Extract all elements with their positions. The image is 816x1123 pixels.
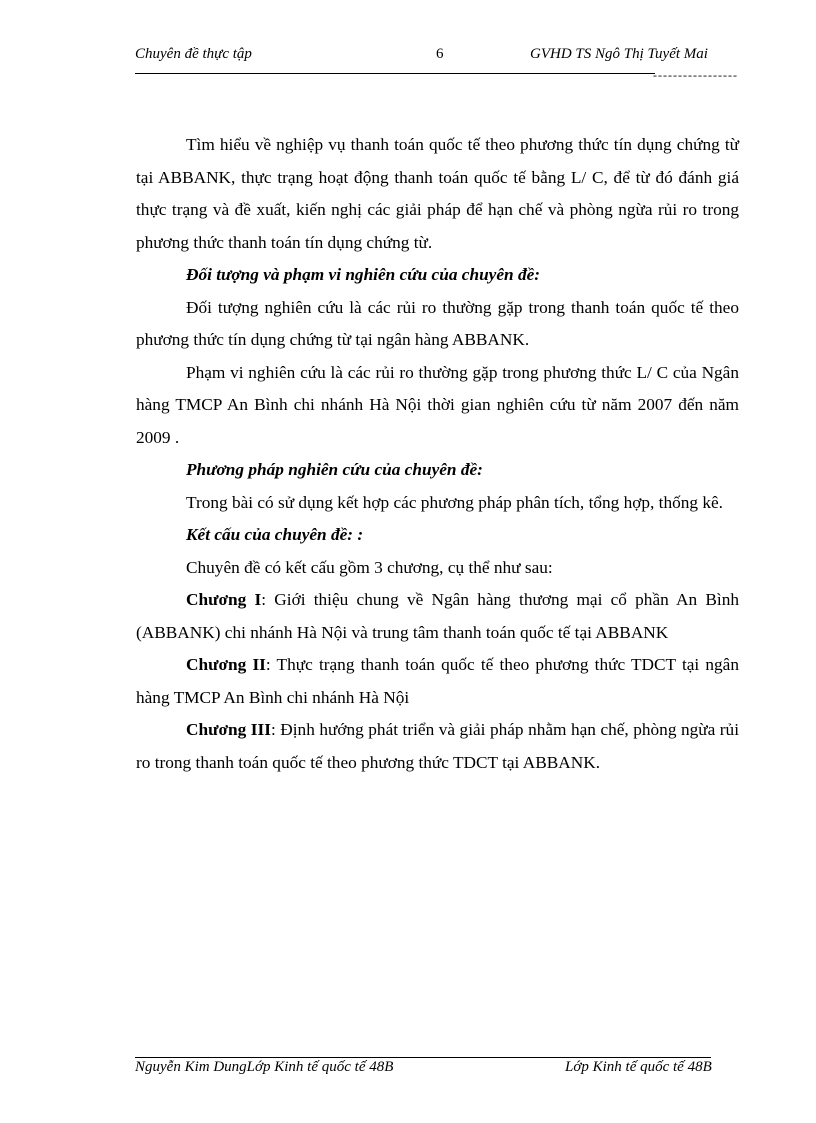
heading-structure: Kết cấu của chuyên đề: : [186,525,364,544]
chapter-2-label: Chương II [186,655,266,674]
paragraph-structure: Chuyên đề có kết cấu gồm 3 chương, cụ thể như sau: [186,557,553,577]
chapter-2 [136,649,739,714]
footer-class: Lớp Kinh tế quốc tế 48B [565,1059,712,1075]
heading-method: Phương pháp nghiên cứu của chuyên đề: [186,460,483,479]
chapter-3-text: : Định hướng phát triển và giải pháp nhằm hạn chế, phòng ngừa rủi ro trong thanh toán quốc tế theo phương thức TDCT tại ABBANK. [136,720,739,772]
footer-author: Nguyễn Kim DungLớp Kinh tế quốc tế 48B [135,1059,394,1075]
header-advisor: GVHD TS Ngô Thị Tuyết Mai [530,46,708,62]
chapter-3 [136,714,739,779]
paragraph-intro: Tìm hiểu về nghiệp vụ thanh toán quốc tế theo phương thức tín dụng chứng từ tại ABBANK, thực trạng hoạt động thanh toán quốc tế bằng L/ C, để từ đó đánh giá thực trạng và đề xuất, kiến nghị các giải pháp để hạn chế và phòng ngừa rủi ro trong phương thức thanh toán tín dụng chứng từ. [136,135,739,252]
chapter-1 [136,584,739,649]
header-rule-dashes: ----------------- [653,68,738,82]
document-body [136,129,739,779]
header-title: Chuyên đề thực tập [135,46,252,62]
heading-scope: Đối tượng và phạm vi nghiên cứu của chuyên đề: [186,265,541,284]
header-rule [135,73,655,74]
page-number: 6 [436,46,444,62]
chapter-3-label: Chương III [186,720,271,739]
footer-rule [135,1057,711,1058]
paragraph-method: Trong bài có sử dụng kết hợp các phương pháp phân tích, tổng hợp, thống kê. [186,492,723,512]
chapter-1-text: : Giới thiệu chung về Ngân hàng thương mại cổ phần An Bình (ABBANK) chi nhánh Hà Nội và trung tâm thanh toán quốc tế tại ABBANK [136,590,740,642]
paragraph-scope: Phạm vi nghiên cứu là các rủi ro thường gặp trong phương thức L/ C của Ngân hàng TMCP An Bình chi nhánh Hà Nội thời gian nghiên cứu từ năm 2007 đến năm 2009 . [136,362,739,447]
chapter-2-text: : Thực trạng thanh toán quốc tế theo phương thức TDCT tại ngân hàng TMCP An Bình chi nhánh Hà Nội [136,655,739,707]
paragraph-object: Đối tượng nghiên cứu là các rủi ro thường gặp trong thanh toán quốc tế theo phương thức tín dụng chứng từ tại ngân hàng ABBANK. [136,297,739,349]
chapter-1-label: Chương I [186,590,262,609]
